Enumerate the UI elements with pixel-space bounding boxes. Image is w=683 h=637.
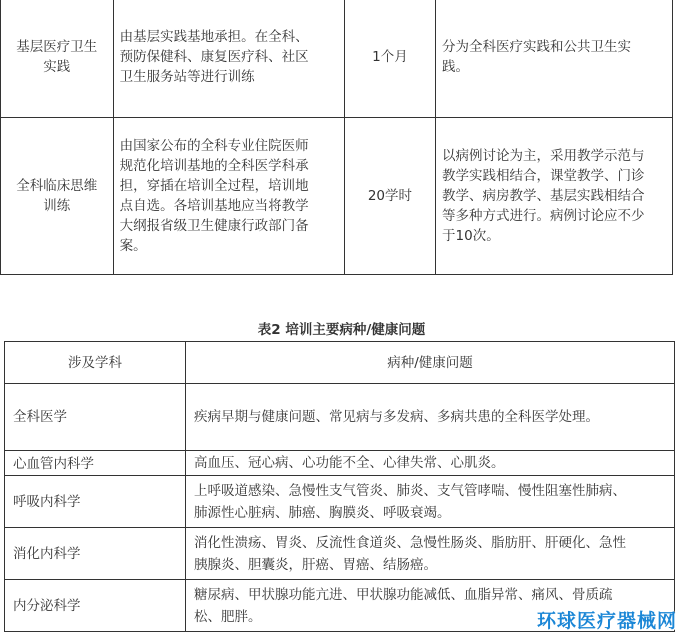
text-line: 上呼吸道感染、急慢性支气管炎、肺炎、支气管哮喘、慢性阻塞性肺病、: [194, 482, 626, 499]
text-line: 案。: [119, 238, 147, 254]
site-watermark: 环球医疗器械网: [536, 610, 677, 632]
text-line: 担，穿插在培训全过程，培训地: [119, 178, 309, 194]
table-row: [5, 476, 675, 528]
text-line: 胰腺炎、胆囊炎，肝癌、胃癌、结肠癌。: [194, 556, 437, 573]
text-line: 全科临床思维: [16, 178, 98, 194]
table-row: [1, 0, 673, 118]
column-header-subject: 涉及学科: [5, 342, 186, 384]
problems-cell: [186, 476, 675, 528]
text-line: 松、肥胖。: [194, 608, 262, 625]
text-line: 点自选。各培训基地应当将教学: [119, 198, 309, 214]
problems-cell: [186, 384, 675, 451]
text-line: 教学实践相结合，课堂教学、门诊: [442, 168, 645, 184]
subject-cell: 呼吸内科学: [5, 476, 186, 528]
column-header-problems: 病种/健康问题: [186, 342, 675, 384]
training-description: [113, 118, 344, 275]
text-line: 训练: [43, 198, 71, 214]
table-header-row: [5, 342, 675, 384]
subject-cell: 全科医学: [5, 384, 186, 451]
problems-cell: [186, 451, 675, 476]
text-line: 由基层实践基地承担。在全科、: [119, 29, 309, 45]
subject-cell: 内分泌科学: [5, 580, 186, 632]
text-line: 分为全科医疗实践和公共卫生实: [442, 39, 632, 55]
training-description: [113, 0, 344, 118]
text-line: 消化性溃疡、胃炎、反流性食道炎、急慢性肠炎、脂肪肝、肝硬化、急性: [194, 534, 626, 551]
text-line: 基层医疗卫生: [16, 39, 98, 55]
training-name: [1, 118, 114, 275]
disease-table: [4, 341, 675, 632]
text-line: 肺源性心脏病、肺癌、胸膜炎、呼吸衰竭。: [194, 504, 451, 521]
table-row: [1, 118, 673, 275]
table-row: [5, 528, 675, 580]
training-duration: 1个月: [344, 0, 435, 118]
subject-cell: 消化内科学: [5, 528, 186, 580]
subject-cell: 心血管内科学: [5, 451, 186, 476]
table-row: [5, 451, 675, 476]
training-note: [436, 0, 673, 118]
text-line: 于10次。: [442, 228, 500, 244]
text-line: 等多种方式进行。病例讨论应不少: [442, 208, 645, 224]
training-table: [0, 0, 673, 275]
text-line: 预防保健科、康复医疗科、社区: [119, 49, 309, 65]
text-line: 高血压、冠心病、心功能不全、心律失常、心肌炎。: [194, 455, 505, 471]
training-note: [436, 118, 673, 275]
training-duration: 20学时: [344, 118, 435, 275]
text-line: 卫生服务站等进行训练: [119, 69, 255, 85]
text-line: 以病例讨论为主，采用教学示范与: [442, 148, 645, 164]
table-caption: 表2 培训主要病种/健康问题: [257, 322, 426, 338]
text-line: 由国家公布的全科专业住院医师: [119, 138, 309, 154]
text-line: 教学、病房教学、基层实践相结合: [442, 188, 645, 204]
text-line: 糖尿病、甲状腺功能亢进、甲状腺功能减低、血脂异常、痛风、骨质疏: [194, 586, 613, 603]
training-name: [1, 0, 114, 118]
text-line: 疾病早期与健康问题、常见病与多发病、多病共患的全科医学处理。: [194, 409, 599, 425]
text-line: 大纲报省级卫生健康行政部门备: [119, 218, 309, 234]
text-line: 实践: [43, 59, 71, 75]
problems-cell: [186, 528, 675, 580]
text-line: 践。: [442, 59, 470, 75]
text-line: 规范化培训基地的全科医学科承: [119, 158, 309, 174]
table-row: [5, 384, 675, 451]
